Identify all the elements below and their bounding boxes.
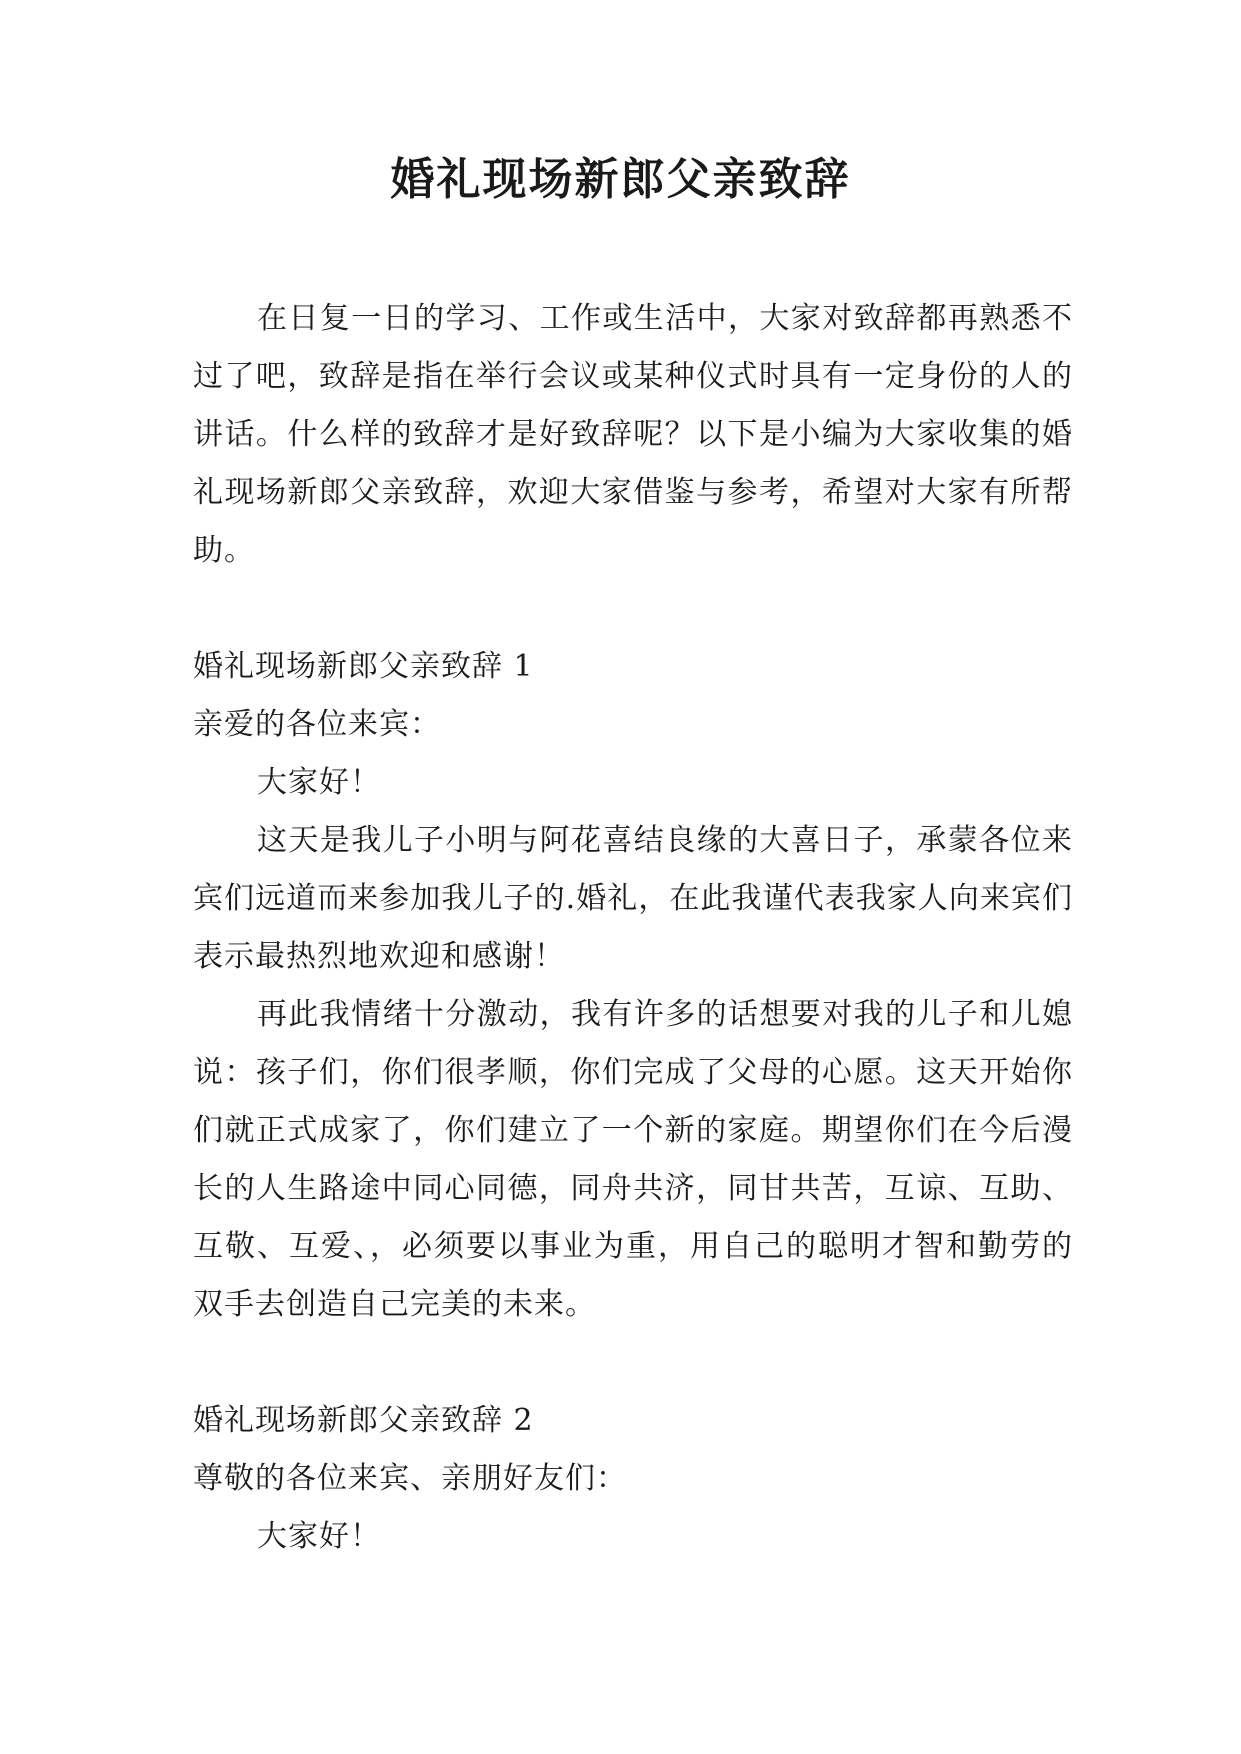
section-spacer — [193, 1334, 1073, 1392]
salutation-1: 亲爱的各位来宾： — [193, 707, 441, 742]
section-heading-1: 婚礼现场新郎父亲致辞 1 — [193, 649, 534, 684]
salutation-2: 尊敬的各位来宾、亲朋好友们： — [193, 1461, 627, 1496]
document-title: 婚礼现场新郎父亲致辞 — [390, 154, 851, 205]
body-paragraph: 这天是我儿子小明与阿花喜结良缘的大喜日子，承蒙各位来宾们远道而来参加我儿子的.婚礼，在此我谨代表我家人向来宾们表示最热烈地欢迎和感谢！ — [193, 823, 1073, 974]
greeting-1: 大家好！ — [257, 765, 381, 800]
document-body — [193, 290, 1073, 1566]
body-paragraph: 再此我情绪十分激动，我有许多的话想要对我的儿子和儿媳说：孩子们，你们很孝顺，你们完成了父母的心愿。这天开始你们就正式成家了，你们建立了一个新的家庭。期望你们在今后漫长的人生路途中同心同德，同舟共济，同甘共苦，互谅、互助、互敬、互爱、，必须要以事业为重，用自己的聪明才智和勤劳的双手去创造自己完美的未来。 — [193, 997, 1073, 1322]
intro-paragraph: 在日复一日的学习、工作或生活中，大家对致辞都再熟悉不过了吧，致辞是指在举行会议或某种仪式时具有一定身份的人的讲话。什么样的致辞才是好致辞呢？以下是小编为大家收集的婚礼现场新郎父亲致辞，欢迎大家借鉴与参考，希望对大家有所帮助。 — [193, 301, 1073, 568]
greeting-2: 大家好！ — [257, 1519, 381, 1554]
section-spacer — [193, 580, 1073, 638]
section-heading-2: 婚礼现场新郎父亲致辞 2 — [193, 1403, 534, 1438]
